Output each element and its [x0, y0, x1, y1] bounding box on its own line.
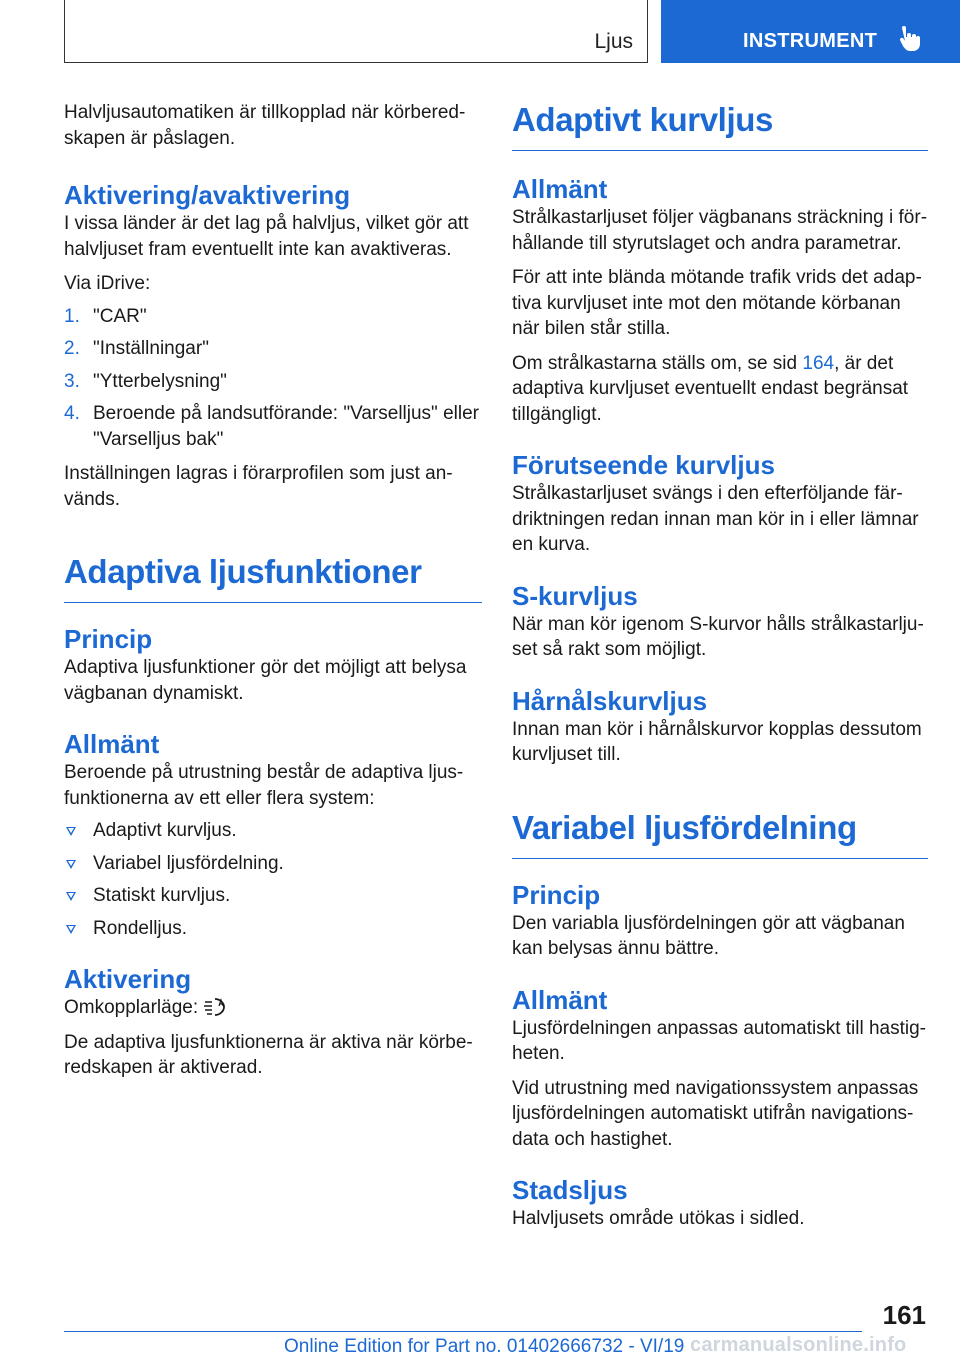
step-text: "Ytterbelysning" [93, 370, 227, 392]
bullet-triangle-icon [66, 827, 76, 836]
heading-allmant: Allmänt [64, 729, 160, 759]
via-idrive-text: Via iDrive: [64, 273, 151, 294]
footer-divider [64, 1331, 862, 1332]
curve-general-p3-start: Om strålkastarna ställs om, se sid [512, 352, 803, 374]
list-item-text: Rondelljus. [93, 917, 187, 939]
heading-harnalskurvljus: Hårnålskurvljus [512, 685, 708, 716]
heading-aktivering: Aktivering [64, 964, 192, 994]
auto-headlight-icon [202, 995, 228, 1017]
general-text: Beroende på utrustning består de adaptiva ljus-funktionerna av ett eller flera system: [64, 762, 464, 809]
hairpin-text: Innan man kör i hårnålskurvor kopplas dessutom kurvljuset till. [512, 718, 922, 765]
step-text: "Inställningar" [93, 338, 209, 359]
list-item-text: Adaptivt kurvljus. [93, 820, 237, 841]
step-item [64, 369, 482, 395]
heading-forutseende-kurvljus: Förutseende kurvljus [512, 450, 775, 480]
list-item-text: Statiskt kurvljus. [93, 885, 231, 906]
switch-label: Omkopplarläge: [64, 997, 199, 1018]
curve-general-p3 [512, 351, 928, 428]
footer-edition-text: Online Edition for Part no. 01402666732 - VI/19 [284, 1336, 685, 1357]
variable-principle-text: Den variabla ljusfördelningen gör att vägbanan kan belysas ännu bättre. [512, 912, 905, 959]
watermark: carmanualsonline.info [690, 1334, 907, 1356]
s-curve-text: När man kör igenom S-kurvor hålls strålkastarlju-set så rakt som möjligt. [512, 613, 924, 660]
page-reference-link[interactable]: 164 [802, 352, 835, 374]
pointing-hand-icon [897, 26, 921, 52]
heading-allmant-variabel: Allmänt [512, 984, 608, 1015]
predictive-text: Strålkastarljuset svängs i den efterföljande fär-driktningen redan innan man kör in i eller lämnar en kurva. [512, 483, 919, 555]
heading-princip: Princip [64, 624, 153, 654]
bullet-triangle-icon [66, 925, 76, 934]
curve-general-p1: Strålkastarljuset följer vägbanans sträckning i för-hållande till styrutslaget och andra parametrar. [512, 207, 928, 254]
curve-general-p2: För att inte blända mötande trafik vrids det adap-tiva kurvljuset inte mot den mötande körbanan när bilen står stilla. [512, 267, 922, 339]
city-light-text: Halvljusets område utökas i sidled. [512, 1208, 805, 1229]
heading-adaptiva-ljusfunktioner: Adaptiva ljusfunktioner [64, 552, 482, 603]
bullet-triangle-icon [66, 860, 76, 869]
left-column [64, 100, 482, 1081]
list-item [64, 916, 482, 942]
list-item-text: Variabel ljusfördelning. [93, 852, 284, 874]
list-item [64, 818, 482, 844]
heading-adaptivt-kurvljus: Adaptivt kurvljus [512, 100, 928, 151]
heading-variabel-ljusfordelning: Variabel ljusfördelning [512, 808, 928, 859]
heading-aktivering-avaktivering: Aktivering/avaktivering [64, 180, 351, 210]
header-section-label: Ljus [594, 30, 633, 53]
step-item [64, 304, 482, 330]
systems-list [64, 818, 482, 941]
right-column [512, 100, 928, 1232]
variable-general-p2: Vid utrustning med navigationssystem anpassas ljusfördelningen automatiskt utifrån navigations-data och hastighet. [512, 1077, 919, 1150]
header-chapter-tab[interactable] [661, 0, 960, 63]
step-number: 3. [64, 370, 80, 392]
step-number: 2. [64, 338, 80, 359]
heading-stadsljus: Stadsljus [512, 1175, 628, 1205]
switch-position-text [64, 995, 482, 1021]
curve-general-p3-end: , är det adaptiva kurvljuset eventuellt endast begränsat tillgängligt. [512, 352, 909, 425]
header-section-box [64, 0, 648, 63]
idrive-steps [64, 304, 482, 453]
heading-allmant-kurvljus: Allmänt [512, 174, 608, 204]
step-number: 4. [64, 403, 80, 424]
heading-princip-variabel: Princip [512, 879, 601, 910]
aktivering-text: De adaptiva ljusfunktionerna är aktiva när körbe-redskapen är aktiverad. [64, 1031, 473, 1078]
list-item [64, 883, 482, 909]
step-item [64, 401, 482, 452]
step-text: "CAR" [93, 305, 147, 327]
step-text: Beroende på landsutförande: "Varselljus" eller "Varselljus bak" [93, 403, 479, 450]
principle-text: Adaptiva ljusfunktioner gör det möjligt att belysa vägbanan dynamiskt. [64, 657, 467, 704]
saved-note-text: Inställningen lagras i förarprofilen som just an-vänds. [64, 463, 453, 510]
variable-general-p1: Ljusfördelningen anpassas automatiskt till hastig-heten. [512, 1017, 927, 1064]
activation-text: I vissa länder är det lag på halvljus, vilket gör att halvljuset fram eventuellt inte kan avaktiveras. [64, 213, 469, 260]
list-item [64, 851, 482, 877]
bullet-triangle-icon [66, 892, 76, 901]
heading-s-kurvljus: S-kurvljus [512, 580, 638, 611]
step-item [64, 336, 482, 362]
header-chapter-label: INSTRUMENT [743, 30, 878, 52]
page-number: 161 [882, 1300, 926, 1330]
step-number: 1. [64, 305, 80, 327]
intro-text: Halvljusautomatiken är tillkopplad när körbered-skapen är påslagen. [64, 102, 466, 149]
